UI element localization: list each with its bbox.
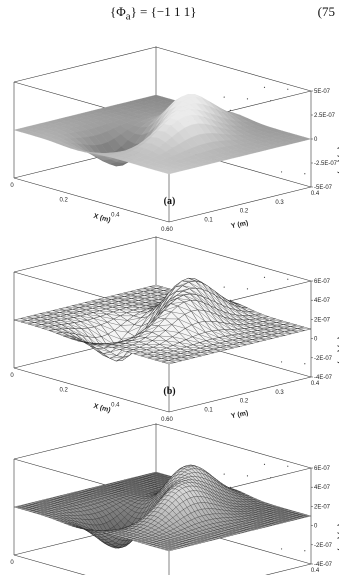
- figure-b: [0, 220, 339, 423]
- equation-rhs: } = {−1 1 1}: [130, 4, 197, 19]
- y-tick-label: 0.4: [310, 191, 320, 197]
- z-tick-label: -5E-07: [314, 185, 333, 191]
- y-tick-label: 0.1: [204, 217, 213, 224]
- x-axis-label: X (m): [92, 212, 112, 225]
- y-tick-label: 0.2: [239, 208, 249, 215]
- y-tick-label: 0.1: [204, 407, 213, 414]
- z-tick-label: 4E-07: [314, 298, 331, 305]
- equation: [0, 0, 339, 26]
- grid-dot: [264, 277, 265, 278]
- grid-dot: [264, 464, 265, 465]
- x-tick-label: 0.60: [161, 227, 173, 233]
- figure-a: [0, 30, 339, 233]
- grid-dot: [281, 361, 282, 362]
- z-tick-label: -4E-07: [314, 375, 333, 381]
- z-tick-label: 0: [314, 137, 318, 143]
- grid-dot: [155, 236, 156, 237]
- grid-dot: [270, 100, 271, 101]
- box-edge: [14, 555, 169, 575]
- z-tick-label: 2.5E-07: [314, 113, 336, 119]
- y-tick-label: 0.3: [275, 199, 284, 206]
- grid-dot: [224, 286, 225, 287]
- grid-dot: [224, 96, 225, 97]
- x-tick-label: 0: [10, 183, 14, 189]
- grid-dot: [281, 548, 282, 549]
- z-tick-label: -2.5E-07: [314, 161, 338, 167]
- z-tick-label: 2E-07: [314, 317, 331, 324]
- z-tick-label: -4E-07: [314, 562, 333, 568]
- box-edge: [169, 564, 311, 575]
- z-tick-label: -2E-07: [314, 542, 333, 549]
- plot-2: [10, 423, 339, 575]
- x-tick-label: 0.60: [161, 417, 173, 423]
- grid-dot: [304, 550, 305, 551]
- y-tick-label: 0.4: [310, 381, 320, 387]
- x-tick-label: 0.4: [111, 402, 120, 409]
- z-tick-label: 6E-07: [314, 279, 331, 285]
- equation-body: [110, 4, 196, 23]
- figure-c: [0, 407, 339, 572]
- grid-dot: [247, 288, 248, 289]
- grid-dot: [287, 89, 288, 90]
- figure-a-plot: [0, 30, 339, 233]
- x-tick-label: 0: [10, 560, 14, 566]
- figure-c-plot: [0, 407, 339, 572]
- box-edge: [156, 424, 311, 468]
- grid-dot: [287, 466, 288, 467]
- surface: [14, 278, 311, 364]
- caption-a: (a): [163, 196, 176, 207]
- grid-dot: [270, 290, 271, 291]
- grid-dot: [247, 475, 248, 476]
- z-tick-label: 5E-07: [314, 89, 331, 95]
- z-tick-label: 4E-07: [314, 485, 331, 492]
- z-tick-label: -2E-07: [314, 355, 333, 362]
- equation-number: (75: [317, 4, 335, 19]
- grid-dot: [230, 487, 231, 488]
- z-tick-label: 0: [314, 523, 318, 530]
- y-tick-label: 0.3: [275, 389, 284, 396]
- caption-b: (b): [163, 386, 176, 397]
- grid-dot: [281, 171, 282, 172]
- grid-dot: [247, 98, 248, 99]
- box-edge: [156, 237, 311, 281]
- grid-dot: [304, 363, 305, 364]
- grid-dot: [230, 300, 231, 301]
- x-tick-label: 0: [10, 373, 14, 379]
- grid-dot: [155, 423, 156, 424]
- grid-dot: [264, 87, 265, 88]
- grid-dot: [304, 173, 305, 174]
- box-edge: [14, 47, 156, 82]
- box-edge: [14, 237, 156, 272]
- box-edge: [156, 47, 311, 91]
- box-edge: [14, 424, 156, 459]
- figure-b-plot: [0, 220, 339, 423]
- y-axis-label: Y (m): [230, 219, 249, 231]
- x-axis-label: X (m): [92, 402, 112, 415]
- grid-dot: [270, 477, 271, 478]
- x-tick-label: 0.4: [111, 212, 120, 219]
- z-tick-label: 6E-07: [314, 466, 331, 472]
- equation-lhs: {Φ: [110, 4, 126, 19]
- equation-subscript: a: [125, 10, 131, 23]
- grid-dot: [287, 279, 288, 280]
- grid-dot: [155, 46, 156, 47]
- y-tick-label: 0.2: [239, 398, 249, 405]
- surface: [14, 94, 311, 174]
- z-tick-label: 2E-07: [314, 504, 331, 511]
- surface: [14, 465, 311, 551]
- x-tick-label: 0.2: [59, 197, 68, 204]
- x-tick-label: 0.2: [59, 387, 68, 394]
- y-tick-label: 0.4: [310, 568, 320, 574]
- y-axis-label: Y (m): [230, 409, 249, 421]
- grid-dot: [224, 473, 225, 474]
- grid-dot: [230, 110, 231, 111]
- z-tick-label: 0: [314, 336, 318, 343]
